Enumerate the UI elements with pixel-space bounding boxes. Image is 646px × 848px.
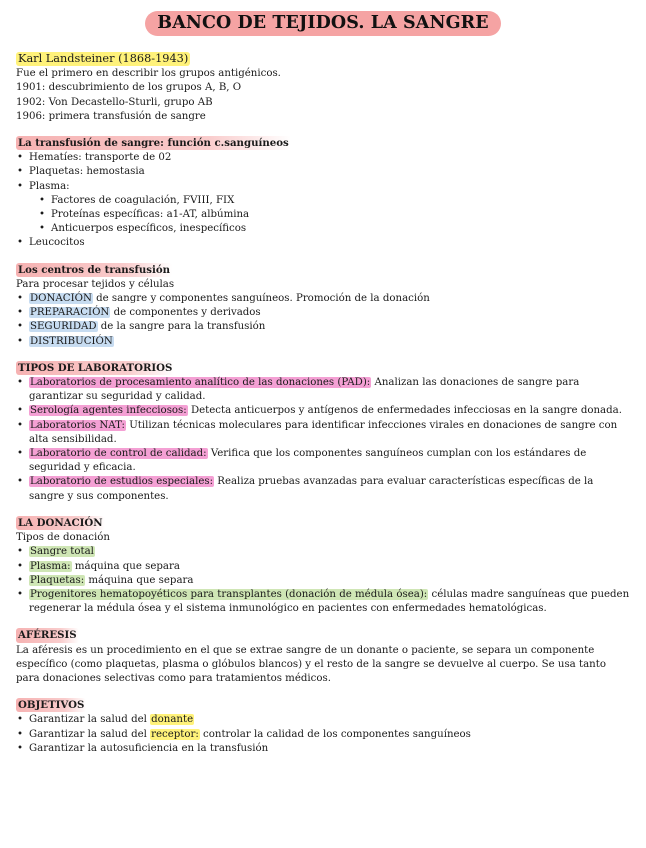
centros-intro: Para procesar tejidos y células (16, 278, 175, 290)
list-item (29, 404, 630, 418)
list-item: • Plaquetas: hemostasia (29, 165, 630, 179)
aferesis-text: La aféresis es un procedimiento en el que se extrae sangre de un donante o paciente, se separa un componente específico (como plaquetas, plasma o glóbulos blancos) y el resto de la sangre se devuelve al cuerpo. Se usa tanto para donaciones selectivas como para tratamientos médicos. (16, 644, 606, 684)
highlight-term: Laboratorios NAT: (30, 419, 125, 431)
plasma-label: Plasma: (29, 180, 70, 192)
objetivos-list (16, 713, 630, 756)
highlight-term: DONACIÓN (30, 293, 92, 305)
highlight-term: donante (151, 714, 194, 726)
donacion-heading: LA DONACIÓN (18, 516, 103, 529)
plasma-sublist (29, 194, 630, 237)
highlight-term: Laboratorio de control de calidad: (30, 448, 207, 460)
section-transfusion (16, 136, 630, 251)
list-item (29, 588, 630, 616)
item-text: de la sangre para la transfusión (97, 321, 266, 333)
list-item (29, 335, 630, 349)
laboratorios-heading: TIPOS DE LABORATORIOS (18, 361, 173, 374)
list-item: • Hematíes: transporte de 02 (29, 151, 630, 165)
highlight-term: Plaquetas: (30, 574, 85, 586)
section-centros (16, 263, 630, 349)
donacion-list (16, 545, 630, 616)
highlight-term: SEGURIDAD (30, 321, 97, 333)
highlight-term: PREPARACIÓN (30, 307, 110, 319)
list-item (29, 728, 630, 742)
item-text: Analizan las donaciones de sangre para garantizar su seguridad y calidad. (29, 377, 580, 403)
highlight-term: Plasma: (30, 560, 71, 572)
item-text: de componentes y derivados (110, 307, 261, 319)
list-item (29, 180, 630, 237)
item-text: Garantizar la salud del (29, 714, 151, 726)
page-title: BANCO DE TEJIDOS. LA SANGRE (145, 11, 500, 36)
section-aferesis (16, 628, 630, 686)
list-item (29, 306, 630, 320)
centros-list (16, 292, 630, 349)
landsteiner-heading: Karl Landsteiner (1868-1943) (18, 52, 189, 65)
item-text: Detecta anticuerpos y antígenos de enfermedades infecciosas en la sangre donada. (187, 405, 622, 417)
section-objetivos (16, 698, 630, 756)
list-item (29, 713, 630, 727)
highlight-term: Sangre total (30, 546, 94, 558)
landsteiner-line: Fue el primero en describir los grupos antigénicos. (16, 68, 281, 80)
highlight-term: Progenitores hematopoyéticos para transplantes (donación de médula ósea): (30, 588, 428, 600)
list-item (29, 742, 630, 756)
item-text: de sangre y componentes sanguíneos. Promoción de la donación (92, 293, 430, 305)
objetivos-heading: OBJETIVOS (18, 699, 85, 712)
item-text: controlar la calidad de los componentes sanguíneos (199, 728, 471, 740)
sub-list-item: • Proteínas específicas: a1-AT, albúmina (51, 208, 630, 222)
list-item (29, 320, 630, 334)
laboratorios-list (16, 376, 630, 504)
highlight-term: Serología agentes infecciosos: (30, 405, 187, 417)
list-item (29, 292, 630, 306)
transfusion-list (16, 151, 630, 250)
item-text: Utilizan técnicas moleculares para identificar infecciones virales en donaciones de sangre con alta sensibilidad. (29, 419, 618, 445)
highlight-term: Laboratorios de procesamiento analítico de las donaciones (PAD): (30, 377, 371, 389)
section-landsteiner (16, 52, 630, 124)
section-donacion (16, 516, 630, 616)
donacion-intro: Tipos de donación (16, 532, 110, 544)
item-text: células madre sanguíneas que pueden regenerar la médula ósea y el sistema inmunológico en pacientes con enfermedades hematológicas. (29, 588, 630, 615)
item-text: máquina que separa (85, 574, 194, 586)
list-item (29, 545, 630, 559)
sub-list-item: • Factores de coagulación, FVIII, FIX (51, 194, 630, 208)
list-item (29, 447, 630, 475)
landsteiner-line: 1902: Von Decastello-Sturli, grupo AB (16, 96, 213, 108)
highlight-term: Laboratorio de estudios especiales: (30, 476, 214, 488)
item-text: Verifica que los componentes sanguíneos cumplan con los estándares de seguridad y eficacia. (29, 448, 587, 474)
highlight-term: receptor: (151, 728, 199, 740)
transfusion-heading: La transfusión de sangre: función c.sanguíneos (18, 137, 289, 150)
list-item (29, 560, 630, 574)
sub-list-item: • Anticuerpos específicos, inespecíficos (51, 222, 630, 236)
highlight-term: DISTRIBUCIÓN (30, 335, 113, 347)
list-item (29, 574, 630, 588)
list-item (29, 376, 630, 404)
aferesis-heading: AFÉRESIS (18, 629, 77, 642)
list-item (29, 475, 630, 503)
list-item: • Leucocitos (29, 236, 630, 250)
item-text: máquina que separa (71, 560, 180, 572)
title-wrap (16, 0, 630, 33)
item-text: Garantizar la autosuficiencia en la transfusión (29, 742, 269, 754)
item-text: Garantizar la salud del (29, 728, 151, 740)
landsteiner-line: 1901: descubrimiento de los grupos A, B, O (16, 82, 242, 94)
centros-heading: Los centros de transfusión (18, 263, 171, 276)
section-laboratorios (16, 361, 630, 504)
landsteiner-line: 1906: primera transfusión de sangre (16, 110, 206, 122)
list-item (29, 419, 630, 447)
item-text: Realiza pruebas avanzadas para evaluar características específicas de la sangre y sus componentes. (29, 476, 594, 502)
